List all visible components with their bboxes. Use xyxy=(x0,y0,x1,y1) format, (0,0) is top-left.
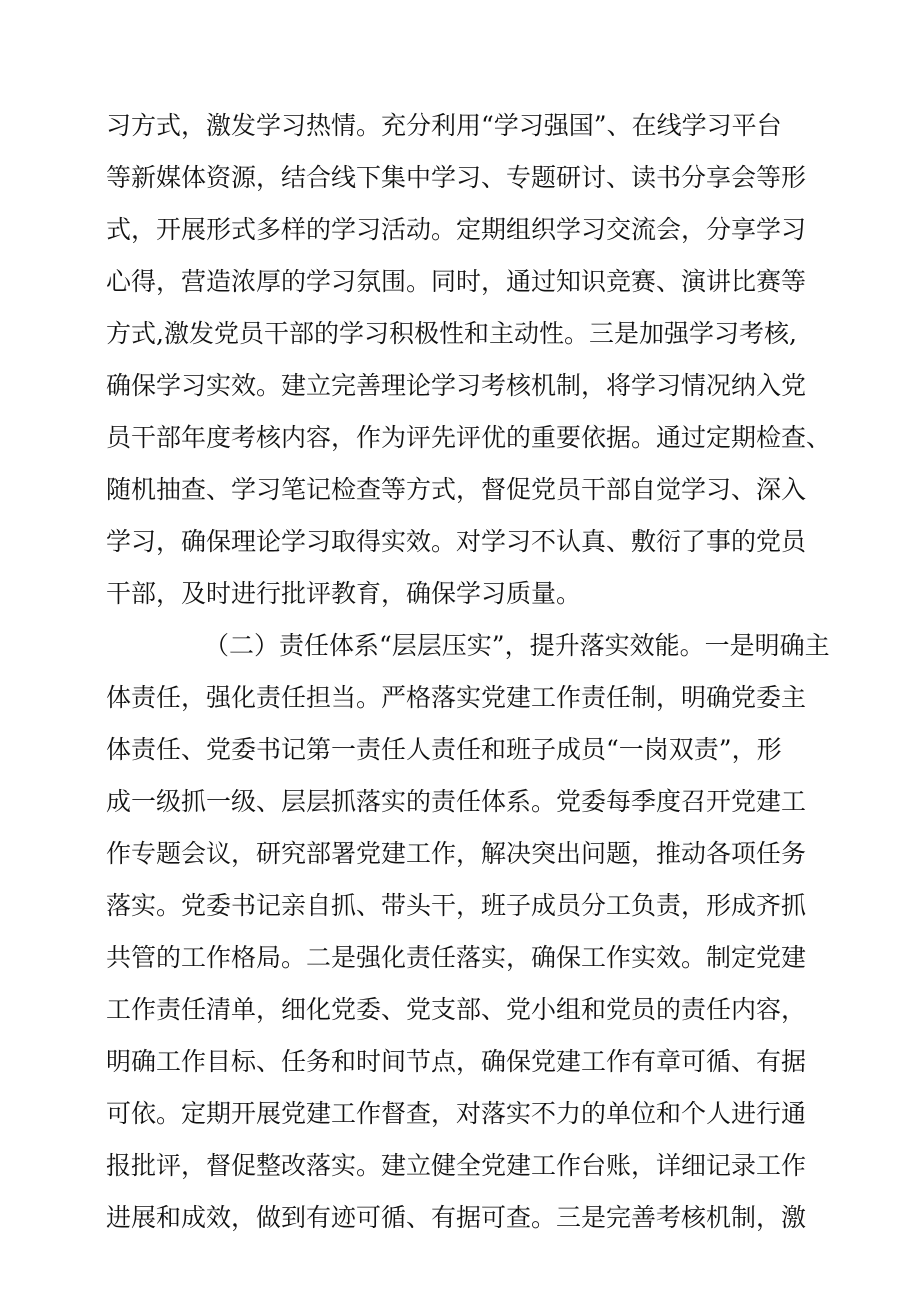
text-line: 方式,激发党员干部的学习积极性和主动性。三是加强学习考核, xyxy=(106,319,797,348)
text-line: 员干部年度考核内容，作为评先评优的重要依据。通过定期检查、 xyxy=(106,423,832,452)
text-line: 成一级抓一级、层层抓落实的责任体系。党委每季度召开党建工 xyxy=(106,787,807,816)
text-line: 可依。定期开展党建工作督查，对落实不力的单位和个人进行通 xyxy=(106,1099,807,1128)
text-line: 共管的工作格局。二是强化责任落实，确保工作实效。制定党建 xyxy=(106,943,807,972)
text-line: 学习，确保理论学习取得实效。对学习不认真、敷衍了事的党员 xyxy=(106,527,807,556)
text-line: 心得，营造浓厚的学习氛围。同时，通过知识竞赛、演讲比赛等 xyxy=(106,267,807,296)
text-line: 作专题会议，研究部署党建工作，解决突出问题，推动各项任务 xyxy=(106,839,807,868)
text-line: 工作责任清单，细化党委、党支部、党小组和党员的责任内容， xyxy=(106,995,807,1024)
text-line: 体责任、党委书记第一责任人责任和班子成员“一岗双责”，形 xyxy=(106,735,782,764)
text-line: 体责任，强化责任担当。严格落实党建工作责任制，明确党委主 xyxy=(106,683,807,712)
text-line: 确保学习实效。建立完善理论学习考核机制，将学习情况纳入党 xyxy=(106,371,807,400)
text-line: 落实。党委书记亲自抓、带头干，班子成员分工负责，形成齐抓 xyxy=(106,891,807,920)
text-line: 干部，及时进行批评教育，确保学习质量。 xyxy=(106,579,582,608)
section-heading-line: （二）责任体系“层层压实”，提升落实效能。一是明确主 xyxy=(204,631,830,660)
text-line: 明确工作目标、任务和时间节点，确保党建工作有章可循、有据 xyxy=(106,1047,807,1076)
text-line: 进展和成效，做到有迹可循、有据可查。三是完善考核机制，激 xyxy=(106,1203,807,1232)
text-line: 随机抽查、学习笔记检查等方式，督促党员干部自觉学习、深入 xyxy=(106,475,807,504)
text-line: 习方式，激发学习热情。充分利用“学习强国”、在线学习平台 xyxy=(106,111,782,140)
text-line: 等新媒体资源，结合线下集中学习、专题研讨、读书分享会等形 xyxy=(106,163,807,192)
text-line: 报批评，督促整改落实。建立健全党建工作台账，详细记录工作 xyxy=(106,1151,807,1180)
text-line: 式，开展形式多样的学习活动。定期组织学习交流会，分享学习 xyxy=(106,215,807,244)
